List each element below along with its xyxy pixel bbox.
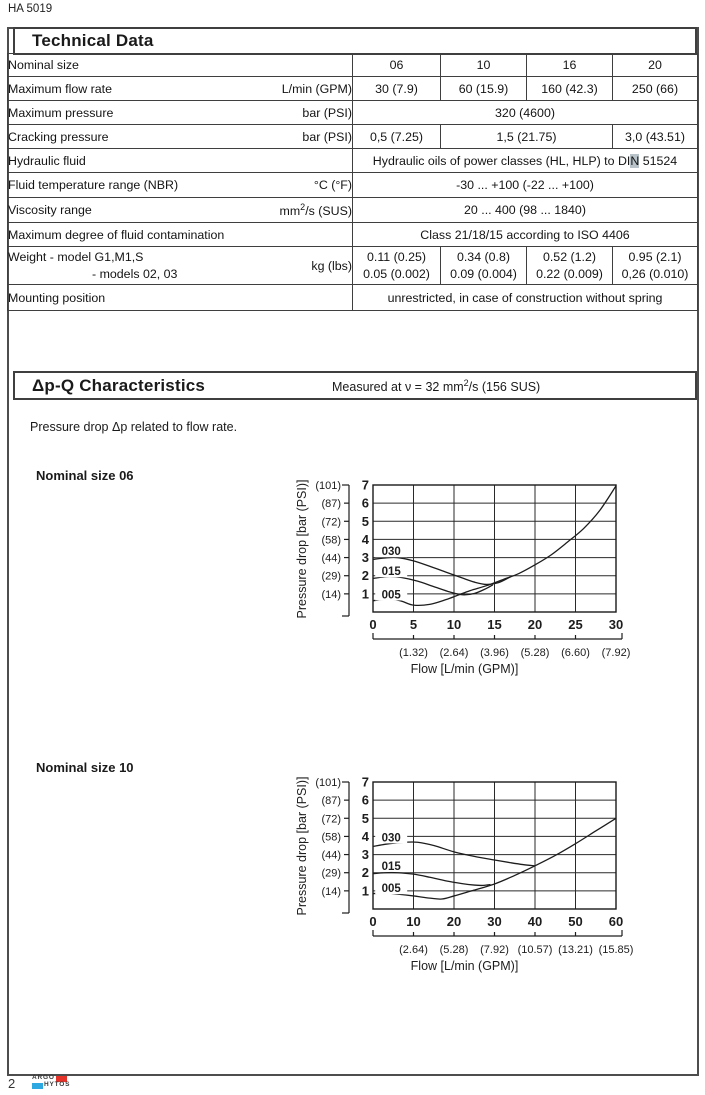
technical-data-header (13, 27, 697, 55)
y-tick-bar: 5 (361, 810, 369, 826)
table-row (8, 149, 698, 173)
row-label-cell: Nominal size (8, 54, 353, 77)
value-cell: 0.52 (1.2) 0.22 (0.009) (527, 247, 613, 285)
dpq-characteristics-header (13, 371, 697, 400)
table-row (8, 223, 698, 247)
argo-hytos-logo (32, 1075, 70, 1089)
technical-data-title: Technical Data (32, 31, 154, 50)
x-tick-gpm: (7.92) (480, 944, 509, 956)
table-row (8, 125, 698, 149)
value-cell: 0.34 (0.8) 0.09 (0.004) (441, 247, 527, 285)
x-tick: 10 (446, 617, 462, 632)
value-cell: Hydraulic oils of power classes (HL, HLP) to DIN 51524 (353, 149, 698, 173)
table-row (8, 54, 698, 77)
x-tick-gpm: (13.21) (558, 944, 593, 956)
x-tick-gpm: (5.28) (439, 944, 469, 956)
x-tick: 0 (369, 617, 377, 632)
column-header: 06 (353, 54, 441, 77)
row-label-cell: Hydraulic fluid (8, 149, 353, 173)
value-cell: 20 ... 400 (98 ... 1840) (353, 198, 698, 223)
value-cell: 320 (4600) (353, 101, 698, 125)
row-label-cell: Fluid temperature range (NBR) °C (°F) (8, 173, 353, 198)
value-cell: unrestricted, in case of construction without spring (353, 285, 698, 311)
unit-label: L/min (GPM) (281, 81, 352, 96)
technical-data-table (7, 53, 698, 311)
x-axis-title: Flow [L/min (GPM)] (410, 662, 519, 676)
unit-label: $mm^2/s$ (SUS) (279, 201, 352, 219)
x-tick-gpm: (5.28) (520, 647, 550, 659)
value-cell: 0.95 (2.1) 0,26 (0.010) (613, 247, 698, 285)
series-label-030: 030 (381, 546, 401, 559)
series-label-015: 015 (381, 860, 401, 873)
row-label-cell: Viscosity range $mm^2/s$ (SUS) (8, 198, 353, 223)
x-tick-gpm: (1.32) (399, 647, 428, 659)
row-label-cell: Cracking pressure bar (PSI) (8, 125, 353, 149)
x-tick: 15 (487, 617, 502, 632)
x-tick: 40 (527, 914, 543, 929)
series-label-005: 005 (381, 589, 401, 602)
row-label-cell: Maximum pressure bar (PSI) (8, 101, 353, 125)
chart-title-nominal-06: Nominal size 06 (36, 468, 134, 483)
table-row (8, 198, 698, 223)
unit-label: bar (PSI) (302, 129, 352, 144)
y-tick-psi: (72) (321, 516, 341, 529)
y-tick-psi: (72) (321, 813, 341, 826)
y-tick-psi: (44) (321, 552, 341, 565)
y-tick-bar: 2 (361, 568, 369, 584)
y-tick-bar: 7 (361, 774, 369, 790)
x-tick: 30 (487, 914, 502, 929)
highlighted-letter: N (630, 153, 640, 168)
column-header: 16 (527, 54, 613, 77)
y-axis-title: Pressure drop [bar (PSI)] (295, 776, 309, 916)
value-cell: 250 (66) (613, 77, 698, 101)
x-tick: 10 (406, 914, 421, 929)
logo-text-hytos: HYTOS (44, 1081, 71, 1089)
y-tick-bar: 6 (361, 792, 369, 808)
x-tick-gpm: (3.96) (480, 647, 509, 659)
x-tick-gpm: (6.60) (561, 647, 590, 659)
y-tick-bar: 1 (361, 586, 369, 602)
x-tick: 20 (527, 617, 543, 632)
doc-code: HA 5019 (8, 3, 53, 15)
value-cell: -30 ... +100 (-22 ... +100) (353, 173, 698, 198)
y-tick-bar: 4 (361, 531, 369, 547)
value-cell: 30 (7.9) (353, 77, 441, 101)
column-header: 10 (441, 54, 527, 77)
unit-label: bar (PSI) (302, 105, 352, 120)
series-label-030: 030 (381, 832, 401, 845)
y-tick-psi: (58) (321, 831, 341, 844)
table-row (8, 101, 698, 125)
y-tick-bar: 4 (361, 828, 369, 844)
value-cell: 3,0 (43.51) (613, 125, 698, 149)
y-tick-bar: 5 (361, 513, 369, 529)
logo-blue-block (32, 1083, 43, 1089)
y-tick-psi: (101) (315, 480, 341, 492)
y-tick-bar: 3 (361, 550, 369, 566)
x-tick: 5 (409, 617, 418, 632)
logo-text-argo: ARGO (32, 1074, 55, 1082)
y-tick-psi: (101) (315, 777, 341, 789)
table-row (8, 247, 698, 285)
dpq-title: Δp-Q Characteristics (32, 375, 206, 395)
chart-title-nominal-10: Nominal size 10 (36, 760, 134, 775)
x-tick: 60 (608, 914, 624, 929)
unit-label: °C (°F) (313, 178, 352, 192)
series-label-005: 005 (381, 883, 401, 896)
y-tick-bar: 3 (361, 847, 369, 863)
x-tick: 50 (568, 914, 583, 929)
value-cell: 1,5 (21.75) (441, 125, 613, 149)
y-tick-psi: (58) (321, 534, 341, 547)
x-tick-gpm: (2.64) (399, 944, 428, 956)
table-row (8, 285, 698, 311)
y-tick-bar: 7 (361, 477, 369, 493)
y-tick-bar: 6 (361, 495, 369, 511)
page-number: 2 (8, 1076, 16, 1091)
y-tick-psi: (44) (321, 849, 341, 862)
series-label-015: 015 (381, 566, 401, 579)
x-tick-gpm: (7.92) (601, 647, 631, 659)
value-cell: 160 (42.3) (527, 77, 613, 101)
chart-nominal-size-06 (0, 455, 705, 685)
dpq-intro-text: Pressure drop Δp related to flow rate. (30, 420, 238, 434)
y-tick-psi: (14) (321, 885, 341, 898)
y-tick-psi: (87) (321, 795, 341, 808)
y-tick-psi: (29) (321, 570, 341, 583)
x-tick-gpm: (2.64) (439, 647, 469, 659)
y-tick-bar: 1 (361, 883, 369, 899)
y-tick-psi: (14) (321, 588, 341, 601)
column-header: 20 (613, 54, 698, 77)
x-tick: 0 (369, 914, 377, 929)
row-label-cell: Mounting position (8, 285, 353, 311)
value-cell: 0,5 (7.25) (353, 125, 441, 149)
row-label-cell: Weight - model G1,M1,S - models 02, 03 kg (lbs) (8, 247, 353, 285)
x-tick-gpm: (10.57) (517, 944, 553, 956)
chart-nominal-size-10 (0, 752, 705, 982)
table-row (8, 173, 698, 198)
x-tick: 20 (446, 914, 462, 929)
x-axis-title: Flow [L/min (GPM)] (410, 959, 519, 973)
y-tick-bar: 2 (361, 865, 369, 881)
x-tick: 25 (568, 617, 583, 632)
y-tick-psi: (29) (321, 867, 341, 880)
value-cell: 60 (15.9) (441, 77, 527, 101)
row-label-cell: Maximum flow rate L/min (GPM) (8, 77, 353, 101)
measured-at-note: Measured at ν = 32 $mm^2/s$ (156 SUS) (332, 378, 541, 395)
value-cell: 0.11 (0.25) 0.05 (0.002) (353, 247, 441, 285)
x-tick-gpm: (15.85) (598, 944, 634, 956)
unit-label: kg (lbs) (311, 258, 352, 273)
value-cell: Class 21/18/15 according to ISO 4406 (353, 223, 698, 247)
y-axis-title: Pressure drop [bar (PSI)] (295, 479, 309, 619)
row-label-cell: Maximum degree of fluid contamination (8, 223, 353, 247)
x-tick: 30 (608, 617, 624, 632)
table-row (8, 77, 698, 101)
y-tick-psi: (87) (321, 498, 341, 511)
